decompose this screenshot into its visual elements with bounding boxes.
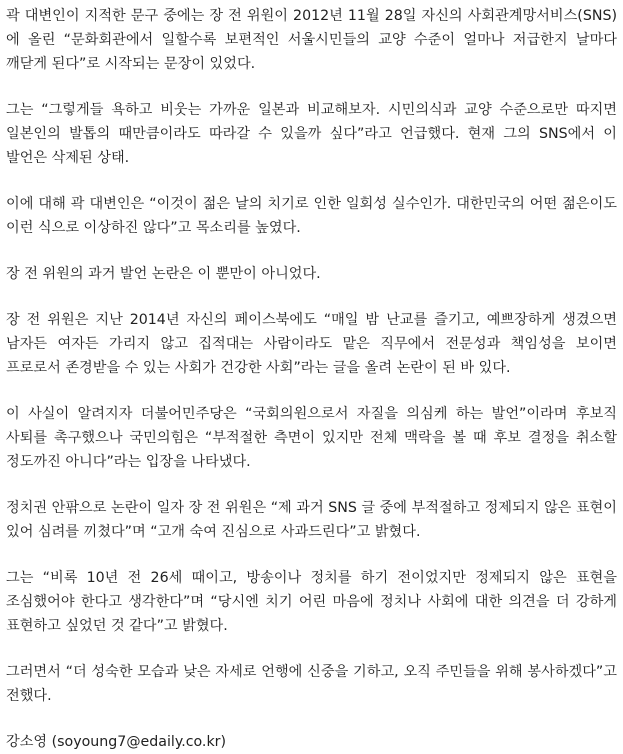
byline: 강소영 (soyoung7@edaily.co.kr) — [6, 734, 227, 750]
article-paragraph: 이 사실이 알려지자 더불어민주당은 “국회의원으로서 자질을 의심케 하는 발언”이라며 후보직 사퇴를 촉구했으나 국민의힘은 “부적절한 측면이 있지만 전체 맥락을 볼 때 후보 결정을 취소할 정도까진 아니다”라는 입장을 나타냈다. — [6, 406, 617, 470]
article-paragraph: 그러면서 “더 성숙한 모습과 낮은 자세로 언행에 신중을 기하고, 오직 주민들을 위해 봉사하겠다”고 전했다. — [6, 664, 617, 704]
article-paragraph: 그는 “그렇게들 욕하고 비웃는 가까운 일본과 비교해보자. 시민의식과 교양 수준으로만 따지면 일본인의 발톱의 때만큼이라도 따라갈 수 있을까 싶다”라고 언급했다. 현재 그의 SNS에서 이 발언은 삭제된 상태. — [6, 102, 617, 166]
article-paragraph: 이에 대해 곽 대변인은 “이것이 젊은 날의 치기로 인한 일회성 실수인가. 대한민국의 어떤 젊은이도 이런 식으로 이상하진 않다”고 목소리를 높였다. — [6, 196, 617, 236]
article-paragraph: 그는 “비록 10년 전 26세 때이고, 방송이나 정치를 하기 전이었지만 정제되지 않은 표현을 조심했어야 한다고 생각한다”며 “당시엔 치기 어린 마음에 정치나 사회에 대한 의견을 더 강하게 표현하고 싶었던 것 같다”고 밝혔다. — [6, 570, 617, 634]
article-paragraph: 정치권 안팎으로 논란이 일자 장 전 위원은 “제 과거 SNS 글 중에 부적절하고 정제되지 않은 표현이 있어 심려를 끼쳤다”며 “고개 숙여 진심으로 사과드린다”고 밝혔다. — [6, 500, 617, 540]
article-paragraph: 장 전 위원은 지난 2014년 자신의 페이스북에도 “매일 밤 난교를 즐기고, 예쁘장하게 생겼으면 남자든 여자든 가리지 않고 집적대는 사람이라도 맡은 직무에서 전문성과 책임성을 보이면 프로로서 존경받을 수 있는 사회가 건강한 사회”라는 글을 올려 논란이 된 바 있다. — [6, 312, 617, 376]
article-paragraph: 곽 대변인이 지적한 문구 중에는 장 전 위원이 2012년 11월 28일 자신의 사회관계망서비스(SNS)에 올린 “문화회관에서 일할수록 보편적인 서울시민들의 교양 수준이 얼마나 저급한지 날마다 깨닫게 된다”로 시작되는 문장이 있었다. — [6, 8, 617, 72]
article-paragraph: 장 전 위원의 과거 발언 논란은 이 뿐만이 아니었다. — [6, 266, 321, 282]
